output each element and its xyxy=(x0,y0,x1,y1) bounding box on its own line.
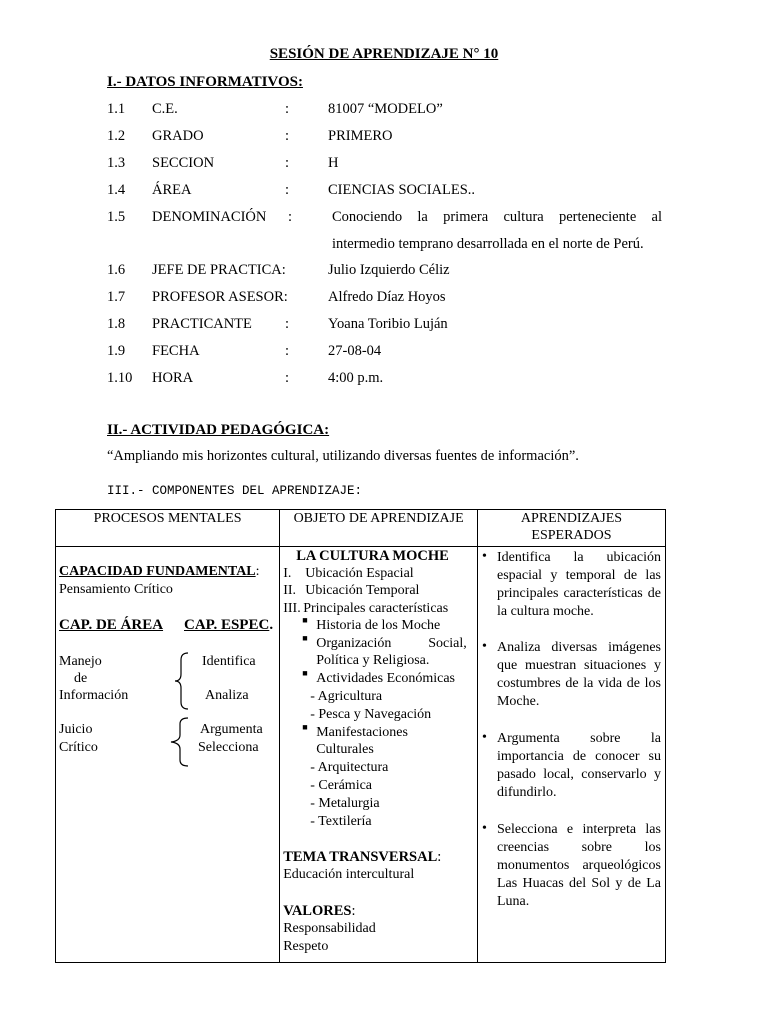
info-num: 1.3 xyxy=(107,155,126,171)
info-num: 1.9 xyxy=(107,343,126,359)
table-body-row xyxy=(56,547,666,963)
bullet-icon: • xyxy=(481,639,487,654)
info-label: PROFESOR ASESOR: xyxy=(152,289,288,305)
cap-fundamental-colon: : xyxy=(255,564,260,579)
textileria-text: - Textilería xyxy=(310,814,372,829)
info-label: GRADO xyxy=(152,128,204,144)
cap-espec-line xyxy=(184,617,273,634)
info-colon: : xyxy=(285,101,290,117)
section-heading-actividad: II.- ACTIVIDAD PEDAGÓGICA: xyxy=(107,422,330,438)
info-colon: : xyxy=(285,316,290,332)
info-row xyxy=(107,155,667,177)
cap-espec-label: CAP. ESPEC xyxy=(184,617,270,633)
info-value: 4:00 p.m. xyxy=(328,370,384,386)
aprendizaje-item: Argumenta sobre la importancia de conocer su pasado local, conservarlo y difundirlo. xyxy=(496,731,661,800)
tema-colon: : xyxy=(437,849,442,865)
info-label: JEFE DE PRACTICA: xyxy=(152,262,286,278)
info-row xyxy=(107,289,667,311)
info-colon: : xyxy=(285,155,290,171)
cap-espec-dot: . xyxy=(269,617,274,633)
header-aprendizajes-line1: APRENDIZAJES xyxy=(520,511,623,526)
list-item-text: Ubicación Temporal xyxy=(305,583,420,598)
info-num: 1.6 xyxy=(107,262,126,278)
cap-area-label: CAP. DE ÁREA xyxy=(59,617,164,633)
respeto-text: Respeto xyxy=(283,939,329,954)
info-value: Conociendo la primera cultura perteneciente al intermedio temprano desarrollada en el norte de Perú. xyxy=(332,209,662,252)
metalurgia-text: - Metalurgia xyxy=(310,796,380,811)
pesca-text: - Pesca y Navegación xyxy=(310,707,432,722)
aprendizaje-item: Analiza diversas imágenes que muestran situaciones y costumbres de la vida de los Moche. xyxy=(496,640,661,709)
table-header-row xyxy=(56,510,666,547)
info-row xyxy=(107,209,667,252)
organizacion-text-a: Organización xyxy=(316,636,392,651)
educacion-text: Educación intercultural xyxy=(283,867,415,882)
info-row xyxy=(107,128,667,150)
aprendizajes-cell xyxy=(477,547,665,963)
activity-text: “Ampliando mis horizontes cultural, utilizando diversas fuentes de información”. xyxy=(107,448,579,464)
organizacion-text-c: Política y Religiosa. xyxy=(316,653,430,668)
info-label: DENOMINACIÓN xyxy=(152,209,267,225)
square-bullet-icon: ■ xyxy=(302,722,308,732)
header-aprendizajes-line2: ESPERADOS xyxy=(531,528,612,543)
info-value: CIENCIAS SOCIALES.. xyxy=(328,182,476,198)
objeto-cell xyxy=(280,547,478,963)
list-item-number: II. xyxy=(283,583,297,598)
identifica-text: Identifica xyxy=(202,654,256,669)
square-bullet-icon: ■ xyxy=(302,668,308,678)
arquitectura-text: - Arquitectura xyxy=(310,760,389,775)
historia-text: Historia de los Moche xyxy=(316,618,441,633)
valores-label: VALORES xyxy=(283,903,352,919)
info-label: PRACTICANTE xyxy=(152,316,252,332)
valores-colon: : xyxy=(351,903,356,919)
info-row xyxy=(107,262,667,284)
header-aprendizajes xyxy=(477,510,665,547)
info-colon: : xyxy=(285,128,290,144)
section-heading-datos: I.- DATOS INFORMATIVOS: xyxy=(107,74,303,90)
cultura-moche-heading: LA CULTURA MOCHE xyxy=(296,548,449,564)
info-row xyxy=(107,343,667,365)
square-bullet-icon: ■ xyxy=(302,615,308,625)
section-heading-componentes: III.- COMPONENTES DEL APRENDIZAJE: xyxy=(107,484,363,498)
info-colon: : xyxy=(285,182,290,198)
ceramica-text: - Cerámica xyxy=(310,778,373,793)
bullet-icon: • xyxy=(481,549,487,564)
critico-text: Crítico xyxy=(59,740,98,755)
info-value: Julio Izquierdo Céliz xyxy=(328,262,450,278)
info-value: Alfredo Díaz Hoyos xyxy=(328,289,446,305)
curly-brace-2 xyxy=(170,717,190,767)
organizacion-text-b: Social, xyxy=(428,636,467,651)
info-row xyxy=(107,101,667,123)
header-objeto: OBJETO DE APRENDIZAJE xyxy=(280,510,478,547)
aprendizaje-item: Selecciona e interpreta las creencias sobre los monumentos arqueológicos Las Huacas del Sol y de La Luna. xyxy=(496,822,661,909)
culturales-text: Culturales xyxy=(316,742,374,757)
juicio-text: Juicio xyxy=(59,722,93,737)
analiza-text: Analiza xyxy=(205,688,249,703)
valores-line xyxy=(283,903,355,920)
info-colon: : xyxy=(288,209,293,225)
manejo-text: Manejo xyxy=(59,654,102,669)
cap-fundamental-label: CAPACIDAD FUNDAMENTAL xyxy=(59,564,256,579)
info-num: 1.10 xyxy=(107,370,133,386)
manifestaciones-text: Manifestaciones xyxy=(316,725,408,740)
info-label: C.E. xyxy=(152,101,178,117)
list-item xyxy=(283,601,449,617)
list-item-number: I. xyxy=(283,566,292,581)
info-value: 27-08-04 xyxy=(328,343,382,359)
info-value: 81007 “MODELO” xyxy=(328,101,443,117)
informacion-text: Información xyxy=(59,688,129,703)
info-num: 1.7 xyxy=(107,289,126,305)
info-colon: : xyxy=(285,370,290,386)
info-label: FECHA xyxy=(152,343,200,359)
info-value: H xyxy=(328,155,339,171)
procesos-cell xyxy=(56,547,280,963)
bullet-icon: • xyxy=(481,821,487,836)
info-label: SECCION xyxy=(152,155,215,171)
info-colon: : xyxy=(285,343,290,359)
square-bullet-icon: ■ xyxy=(302,633,308,643)
info-label: HORA xyxy=(152,370,194,386)
info-label: ÁREA xyxy=(152,182,192,198)
page-title: SESIÓN DE APRENDIZAJE N° 10 xyxy=(269,46,499,62)
curly-brace-1 xyxy=(174,652,190,710)
components-table xyxy=(55,509,666,963)
argumenta-text: Argumenta xyxy=(200,722,263,737)
list-item-number: III. xyxy=(283,601,301,616)
tema-line xyxy=(283,849,441,866)
aprendizaje-item: Identifica la ubicación espacial y temporal de las principales características de la cultura moche. xyxy=(496,550,661,619)
info-row xyxy=(107,182,667,204)
responsabilidad-text: Responsabilidad xyxy=(283,921,376,936)
cap-fundamental-line xyxy=(59,564,260,580)
info-row xyxy=(107,370,667,392)
list-item-text: Ubicación Espacial xyxy=(305,566,414,581)
info-num: 1.8 xyxy=(107,316,126,332)
de-text: de xyxy=(74,671,88,686)
tema-transversal-label: TEMA TRANSVERSAL xyxy=(283,849,438,865)
selecciona-text: Selecciona xyxy=(198,740,259,755)
bullet-icon: • xyxy=(481,730,487,745)
pensamiento-critico: Pensamiento Crítico xyxy=(59,582,173,597)
actividades-text: Actividades Económicas xyxy=(316,671,456,686)
info-num: 1.1 xyxy=(107,101,126,117)
info-num: 1.2 xyxy=(107,128,126,144)
info-row xyxy=(107,316,667,338)
list-item xyxy=(283,566,414,582)
header-procesos: PROCESOS MENTALES xyxy=(56,510,280,547)
list-item-text: Principales características xyxy=(303,601,449,616)
info-value: PRIMERO xyxy=(328,128,393,144)
info-num: 1.4 xyxy=(107,182,126,198)
agricultura-text: - Agricultura xyxy=(310,689,383,704)
info-num: 1.5 xyxy=(107,209,126,225)
list-item xyxy=(283,583,420,599)
info-value: Yoana Toribio Luján xyxy=(328,316,448,332)
